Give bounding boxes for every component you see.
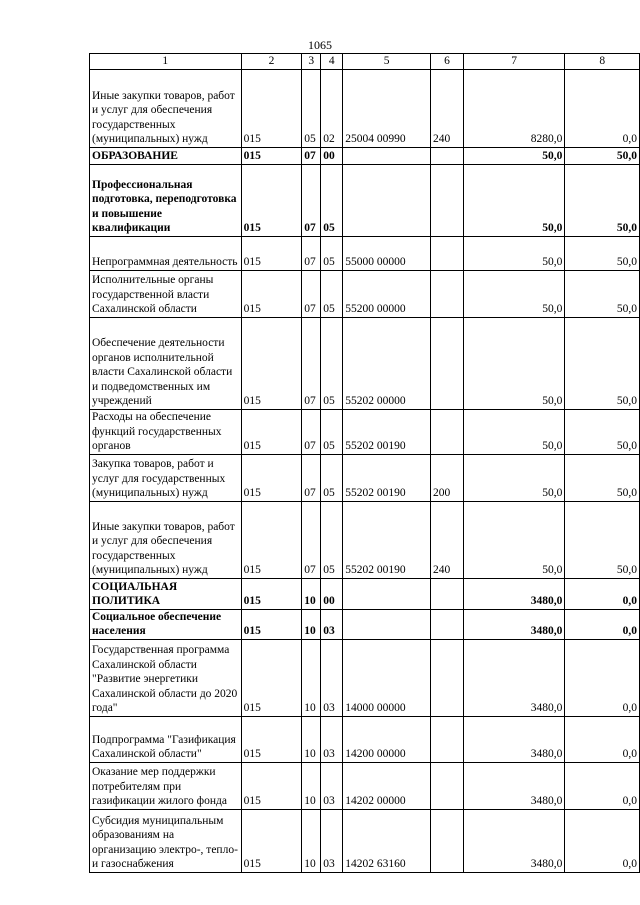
section-code: 10 — [302, 762, 321, 809]
header-col-4: 4 — [321, 54, 343, 70]
section-code: 07 — [302, 270, 321, 317]
amount-next: 0,0 — [565, 716, 640, 762]
target-article-code: 55202 00000 — [343, 317, 431, 409]
target-article-code: 55202 00190 — [343, 454, 431, 501]
amount-next: 0,0 — [565, 809, 640, 872]
table-row — [90, 501, 640, 578]
table-row — [90, 809, 640, 872]
section-code: 07 — [302, 147, 321, 164]
budget-item-name: Обеспечение деятельности органов исполнительной власти Сахалинской области и подведомственных им учреждений — [90, 317, 242, 409]
table-row — [90, 270, 640, 317]
target-article-code: 14202 63160 — [343, 809, 431, 872]
amount: 50,0 — [463, 409, 564, 454]
amount-next: 50,0 — [565, 164, 640, 236]
expense-type-code: 200 — [431, 454, 464, 501]
header-col-1: 1 — [90, 54, 242, 70]
ministry-code: 015 — [241, 454, 302, 501]
subsection-code: 03 — [321, 809, 343, 872]
expense-type-code — [431, 164, 464, 236]
expense-type-code — [431, 762, 464, 809]
budget-item-name: Исполнительные органы государственной власти Сахалинской области — [90, 270, 242, 317]
expense-type-code — [431, 147, 464, 164]
header-col-8: 8 — [565, 54, 640, 70]
table-row — [90, 454, 640, 501]
ministry-code: 015 — [241, 147, 302, 164]
table-row — [90, 69, 640, 147]
ministry-code: 015 — [241, 809, 302, 872]
expense-type-code — [431, 809, 464, 872]
amount-next: 0,0 — [565, 762, 640, 809]
amount-next: 50,0 — [565, 317, 640, 409]
expense-type-code — [431, 639, 464, 716]
amount: 3480,0 — [463, 578, 564, 609]
subsection-code: 03 — [321, 716, 343, 762]
table-row — [90, 164, 640, 236]
section-code: 07 — [302, 501, 321, 578]
target-article-code — [343, 147, 431, 164]
table-row — [90, 716, 640, 762]
ministry-code: 015 — [241, 501, 302, 578]
ministry-code: 015 — [241, 317, 302, 409]
budget-item-name: Закупка товаров, работ и услуг для государственных (муниципальных) нужд — [90, 454, 242, 501]
target-article-code: 14000 00000 — [343, 639, 431, 716]
expense-type-code — [431, 270, 464, 317]
budget-item-name: Подпрограмма "Газификация Сахалинской области" — [90, 716, 242, 762]
subsection-code: 05 — [321, 317, 343, 409]
subsection-code: 05 — [321, 454, 343, 501]
amount: 3480,0 — [463, 762, 564, 809]
budget-item-name: Социальное обеспечение населения — [90, 609, 242, 639]
expense-type-code — [431, 236, 464, 270]
subsection-code: 03 — [321, 762, 343, 809]
subsection-code: 05 — [321, 236, 343, 270]
budget-item-name: Профессиональная подготовка, переподготовка и повышение квалификации — [90, 164, 242, 236]
table-row — [90, 317, 640, 409]
ministry-code: 015 — [241, 578, 302, 609]
amount: 50,0 — [463, 317, 564, 409]
subsection-code: 03 — [321, 639, 343, 716]
budget-item-name: Непрограммная деятельность — [90, 236, 242, 270]
table-row — [90, 609, 640, 639]
header-col-6: 6 — [431, 54, 464, 70]
budget-item-name: Субсидия муниципальным образованиям на организацию электро-, тепло- и газоснабжения — [90, 809, 242, 872]
ministry-code: 015 — [241, 270, 302, 317]
expense-type-code — [431, 716, 464, 762]
budget-item-name: ОБРАЗОВАНИЕ — [90, 147, 242, 164]
amount: 50,0 — [463, 270, 564, 317]
amount: 50,0 — [463, 164, 564, 236]
expense-type-code — [431, 317, 464, 409]
table-row — [90, 762, 640, 809]
section-code: 10 — [302, 578, 321, 609]
table-row — [90, 236, 640, 270]
section-code: 10 — [302, 639, 321, 716]
amount-next: 0,0 — [565, 639, 640, 716]
budget-item-name: Иные закупки товаров, работ и услуг для обеспечения государственных (муниципальных) нужд — [90, 69, 242, 147]
table-row — [90, 578, 640, 609]
budget-item-name: Оказание мер поддержки потребителям при газификации жилого фонда — [90, 762, 242, 809]
header-row — [90, 54, 640, 70]
amount: 50,0 — [463, 236, 564, 270]
header-col-3: 3 — [302, 54, 321, 70]
amount-next: 50,0 — [565, 270, 640, 317]
subsection-code: 05 — [321, 409, 343, 454]
page-number: 1065 — [308, 38, 332, 52]
amount-next: 50,0 — [565, 501, 640, 578]
header-col-2: 2 — [241, 54, 302, 70]
expense-type-code — [431, 578, 464, 609]
table-row — [90, 147, 640, 164]
table-row — [90, 409, 640, 454]
section-code: 07 — [302, 164, 321, 236]
target-article-code: 55202 00190 — [343, 409, 431, 454]
amount: 3480,0 — [463, 639, 564, 716]
target-article-code: 14200 00000 — [343, 716, 431, 762]
subsection-code: 05 — [321, 501, 343, 578]
ministry-code: 015 — [241, 609, 302, 639]
amount: 50,0 — [463, 147, 564, 164]
expense-type-code — [431, 409, 464, 454]
amount: 3480,0 — [463, 609, 564, 639]
amount-next: 50,0 — [565, 236, 640, 270]
subsection-code: 00 — [321, 578, 343, 609]
target-article-code: 55000 00000 — [343, 236, 431, 270]
header-col-5: 5 — [343, 54, 431, 70]
subsection-code: 03 — [321, 609, 343, 639]
section-code: 07 — [302, 454, 321, 501]
table-row — [90, 639, 640, 716]
ministry-code: 015 — [241, 639, 302, 716]
ministry-code: 015 — [241, 716, 302, 762]
budget-item-name: Иные закупки товаров, работ и услуг для обеспечения государственных (муниципальных) нужд — [90, 501, 242, 578]
expense-type-code — [431, 609, 464, 639]
subsection-code: 05 — [321, 164, 343, 236]
subsection-code: 05 — [321, 270, 343, 317]
budget-item-name: Государственная программа Сахалинской области "Развитие энергетики Сахалинской области до 2020 года" — [90, 639, 242, 716]
target-article-code — [343, 164, 431, 236]
header-col-7: 7 — [463, 54, 564, 70]
target-article-code: 25004 00990 — [343, 69, 431, 147]
subsection-code: 00 — [321, 147, 343, 164]
ministry-code: 015 — [241, 762, 302, 809]
target-article-code: 55202 00190 — [343, 501, 431, 578]
ministry-code: 015 — [241, 164, 302, 236]
section-code: 10 — [302, 809, 321, 872]
amount-next: 0,0 — [565, 578, 640, 609]
amount-next: 0,0 — [565, 69, 640, 147]
target-article-code — [343, 578, 431, 609]
ministry-code: 015 — [241, 409, 302, 454]
section-code: 10 — [302, 716, 321, 762]
amount: 3480,0 — [463, 809, 564, 872]
section-code: 10 — [302, 609, 321, 639]
amount: 50,0 — [463, 501, 564, 578]
section-code: 05 — [302, 69, 321, 147]
ministry-code: 015 — [241, 236, 302, 270]
target-article-code: 14202 00000 — [343, 762, 431, 809]
amount: 3480,0 — [463, 716, 564, 762]
section-code: 07 — [302, 236, 321, 270]
subsection-code: 02 — [321, 69, 343, 147]
target-article-code: 55200 00000 — [343, 270, 431, 317]
amount: 50,0 — [463, 454, 564, 501]
budget-item-name: Расходы на обеспечение функций государственных органов — [90, 409, 242, 454]
amount-next: 50,0 — [565, 409, 640, 454]
section-code: 07 — [302, 317, 321, 409]
ministry-code: 015 — [241, 69, 302, 147]
amount-next: 50,0 — [565, 147, 640, 164]
amount-next: 50,0 — [565, 454, 640, 501]
budget-table — [89, 53, 640, 873]
expense-type-code: 240 — [431, 69, 464, 147]
amount: 8280,0 — [463, 69, 564, 147]
target-article-code — [343, 609, 431, 639]
amount-next: 0,0 — [565, 609, 640, 639]
section-code: 07 — [302, 409, 321, 454]
budget-item-name: СОЦИАЛЬНАЯ ПОЛИТИКА — [90, 578, 242, 609]
expense-type-code: 240 — [431, 501, 464, 578]
